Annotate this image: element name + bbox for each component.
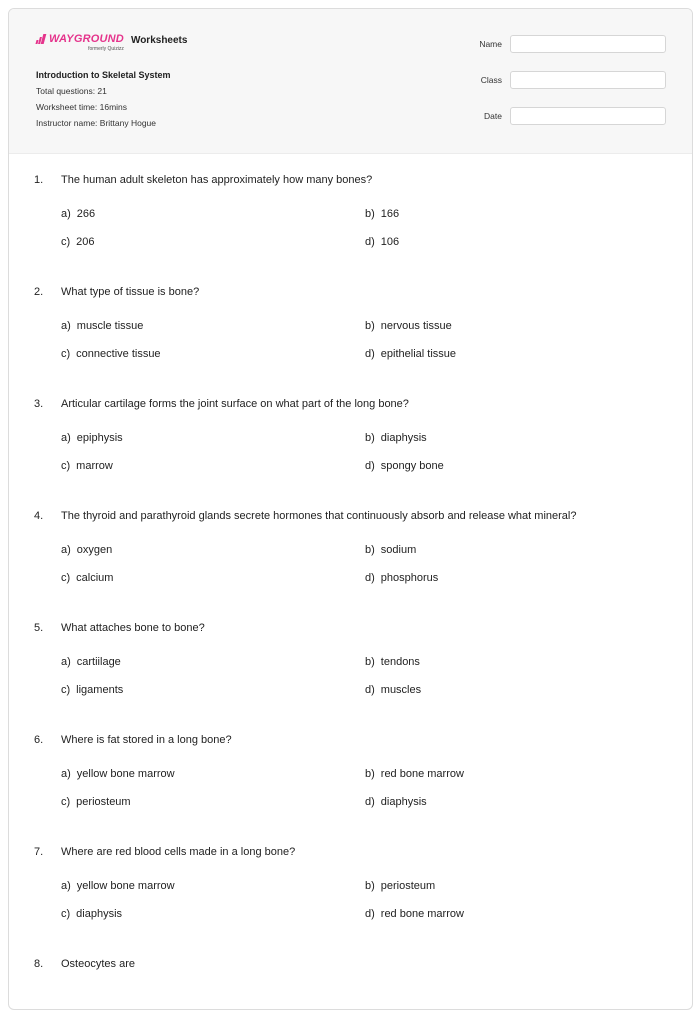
option-letter: c) bbox=[61, 908, 71, 920]
option-a bbox=[61, 544, 112, 556]
option-b bbox=[365, 432, 427, 444]
option-text: 206 bbox=[76, 236, 95, 248]
option-c bbox=[61, 684, 123, 696]
question-item bbox=[9, 510, 692, 622]
option-text: marrow bbox=[76, 460, 113, 472]
option-d bbox=[365, 572, 438, 584]
option-letter: a) bbox=[61, 768, 71, 780]
question-item bbox=[9, 734, 692, 846]
question-item bbox=[9, 398, 692, 510]
product-title: Worksheets bbox=[130, 35, 188, 46]
option-b bbox=[365, 208, 399, 220]
option-d bbox=[365, 684, 421, 696]
option-text: ligaments bbox=[76, 684, 124, 696]
option-letter: d) bbox=[365, 908, 375, 920]
question-item bbox=[9, 174, 692, 286]
brand bbox=[36, 33, 187, 53]
option-text: 106 bbox=[380, 236, 400, 248]
option-c bbox=[61, 572, 113, 584]
question-item bbox=[9, 958, 692, 1010]
option-text: tendons bbox=[380, 656, 420, 668]
option-d bbox=[365, 236, 399, 248]
question-text bbox=[34, 286, 199, 298]
instructor-name: Instructor name: Brittany Hogue bbox=[36, 118, 157, 128]
option-letter: d) bbox=[365, 348, 375, 360]
option-text: red bone marrow bbox=[380, 768, 464, 780]
option-letter: b) bbox=[365, 656, 375, 668]
option-b bbox=[365, 768, 464, 780]
option-a bbox=[61, 208, 95, 220]
option-letter: b) bbox=[365, 432, 375, 444]
option-letter: d) bbox=[365, 684, 375, 696]
class-field[interactable] bbox=[510, 71, 666, 89]
option-letter: c) bbox=[61, 684, 71, 696]
option-letter: a) bbox=[61, 320, 71, 332]
option-text: muscles bbox=[380, 684, 422, 696]
question-number: 8. bbox=[34, 958, 44, 970]
option-d bbox=[365, 348, 456, 360]
option-d bbox=[365, 796, 427, 808]
question-number: 1. bbox=[34, 174, 44, 186]
option-letter: b) bbox=[365, 880, 375, 892]
wayground-logo bbox=[36, 33, 124, 53]
option-a bbox=[61, 768, 175, 780]
option-d bbox=[365, 460, 444, 472]
name-field[interactable] bbox=[510, 35, 666, 53]
option-text: periosteum bbox=[380, 880, 436, 892]
option-letter: c) bbox=[61, 348, 71, 360]
option-text: epiphysis bbox=[76, 432, 123, 444]
question-prompt: Where are red blood cells made in a long bone? bbox=[61, 846, 296, 858]
option-text: nervous tissue bbox=[380, 320, 452, 332]
option-letter: a) bbox=[61, 208, 71, 220]
wayground-logo-icon bbox=[36, 34, 46, 44]
question-text bbox=[34, 958, 135, 970]
question-number: 5. bbox=[34, 622, 44, 634]
question-text bbox=[34, 846, 295, 858]
question-number: 7. bbox=[34, 846, 44, 858]
option-text: phosphorus bbox=[380, 572, 439, 584]
question-number: 6. bbox=[34, 734, 44, 746]
option-text: sodium bbox=[380, 544, 417, 556]
question-number: 2. bbox=[34, 286, 44, 298]
question-number: 3. bbox=[34, 398, 44, 410]
question-prompt: Osteocytes are bbox=[61, 958, 135, 970]
question-prompt: What attaches bone to bone? bbox=[61, 622, 205, 634]
option-text: calcium bbox=[76, 572, 114, 584]
option-c bbox=[61, 348, 161, 360]
option-letter: d) bbox=[365, 460, 375, 472]
option-text: connective tissue bbox=[76, 348, 161, 360]
option-a bbox=[61, 656, 121, 668]
option-c bbox=[61, 460, 113, 472]
option-letter: a) bbox=[61, 656, 71, 668]
worksheet-meta bbox=[36, 67, 171, 131]
option-text: oxygen bbox=[76, 544, 113, 556]
question-item bbox=[9, 846, 692, 958]
question-item bbox=[9, 622, 692, 734]
option-letter: b) bbox=[365, 768, 375, 780]
option-letter: c) bbox=[61, 796, 71, 808]
option-text: 166 bbox=[380, 208, 400, 220]
option-letter: d) bbox=[365, 236, 375, 248]
question-text bbox=[34, 622, 205, 634]
total-questions: Total questions: 21 bbox=[36, 86, 107, 96]
option-c bbox=[61, 796, 131, 808]
option-text: 266 bbox=[76, 208, 96, 220]
option-letter: c) bbox=[61, 236, 71, 248]
option-letter: c) bbox=[61, 572, 71, 584]
worksheet-time: Worksheet time: 16mins bbox=[36, 102, 128, 112]
question-prompt: The thyroid and parathyroid glands secrete hormones that continuously absorb and release what mineral? bbox=[61, 510, 577, 522]
class-label: Class bbox=[480, 75, 502, 85]
option-text: diaphysis bbox=[76, 908, 123, 920]
option-letter: d) bbox=[365, 796, 375, 808]
question-text bbox=[34, 174, 372, 186]
option-text: diaphysis bbox=[380, 432, 427, 444]
option-letter: a) bbox=[61, 544, 71, 556]
option-text: red bone marrow bbox=[380, 908, 464, 920]
logo-subtext: formerly Quizizz bbox=[88, 46, 124, 52]
question-prompt: Articular cartilage forms the joint surface on what part of the long bone? bbox=[61, 398, 409, 410]
question-text bbox=[34, 734, 232, 746]
option-b bbox=[365, 320, 452, 332]
question-number: 4. bbox=[34, 510, 44, 522]
date-field[interactable] bbox=[510, 107, 666, 125]
question-prompt: Where is fat stored in a long bone? bbox=[61, 734, 232, 746]
option-b bbox=[365, 880, 435, 892]
question-prompt: The human adult skeleton has approximately how many bones? bbox=[61, 174, 373, 186]
option-text: muscle tissue bbox=[76, 320, 144, 332]
option-text: periosteum bbox=[76, 796, 131, 808]
option-a bbox=[61, 432, 123, 444]
question-prompt: What type of tissue is bone? bbox=[61, 286, 200, 298]
logo-text: WAYGROUND bbox=[49, 33, 124, 45]
student-fields bbox=[479, 33, 666, 141]
option-text: yellow bone marrow bbox=[76, 880, 175, 892]
question-item bbox=[9, 286, 692, 398]
option-c bbox=[61, 908, 122, 920]
option-letter: c) bbox=[61, 460, 71, 472]
option-letter: a) bbox=[61, 432, 71, 444]
option-text: yellow bone marrow bbox=[76, 768, 175, 780]
date-label: Date bbox=[484, 111, 502, 121]
option-letter: b) bbox=[365, 320, 375, 332]
option-text: cartiilage bbox=[76, 656, 121, 668]
option-letter: b) bbox=[365, 544, 375, 556]
question-list bbox=[9, 154, 692, 1010]
name-label: Name bbox=[479, 39, 502, 49]
option-text: spongy bone bbox=[380, 460, 444, 472]
question-text bbox=[34, 398, 409, 410]
worksheet-title: Introduction to Skeletal System bbox=[36, 70, 171, 80]
option-text: diaphysis bbox=[380, 796, 427, 808]
option-a bbox=[61, 320, 143, 332]
option-b bbox=[365, 544, 416, 556]
option-d bbox=[365, 908, 464, 920]
option-text: epithelial tissue bbox=[380, 348, 456, 360]
option-letter: a) bbox=[61, 880, 71, 892]
option-b bbox=[365, 656, 420, 668]
option-a bbox=[61, 880, 175, 892]
option-letter: d) bbox=[365, 572, 375, 584]
option-letter: b) bbox=[365, 208, 375, 220]
worksheet-header bbox=[9, 9, 692, 154]
option-c bbox=[61, 236, 95, 248]
worksheet-card bbox=[8, 8, 693, 1010]
question-text bbox=[34, 510, 576, 522]
